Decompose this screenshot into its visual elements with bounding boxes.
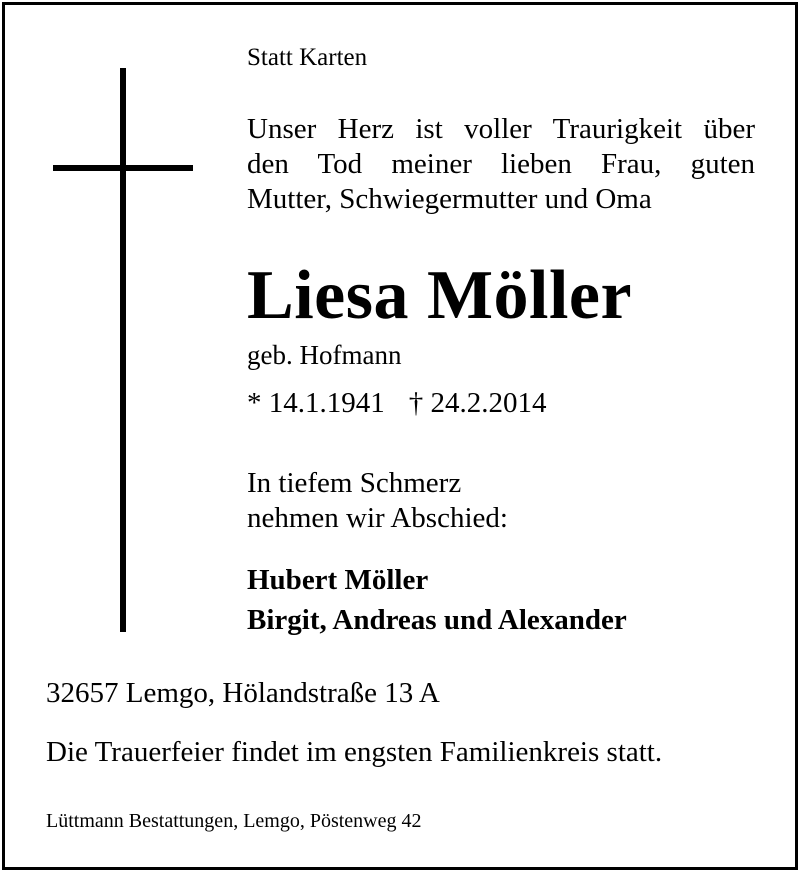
family-line: Birgit, Andreas und Alexander xyxy=(247,604,627,636)
deceased-name: Liesa Möller xyxy=(247,257,633,334)
cross-vertical-bar xyxy=(120,68,126,632)
ceremony-text: Die Trauerfeier findet im engsten Familienkreis statt. xyxy=(46,736,663,768)
funeral-home-text: Lüttmann Bestattungen, Lemgo, Pöstenweg 42 xyxy=(46,810,422,832)
intro-line: den Tod meiner lieben Frau, guten xyxy=(247,148,755,180)
mourning-text xyxy=(247,466,508,536)
intro-line: Mutter, Schwiegermutter und Oma xyxy=(247,183,652,215)
mourning-line: In tiefem Schmerz xyxy=(247,467,462,499)
life-dates xyxy=(247,387,547,420)
address-text: 32657 Lemgo, Hölandstraße 13 A xyxy=(46,677,440,709)
family-names xyxy=(247,560,627,640)
intro-line: Unser Herz ist voller Traurigkeit über xyxy=(247,113,755,145)
header-text: Statt Karten xyxy=(247,44,368,71)
maiden-name: geb. Hofmann xyxy=(247,340,402,370)
intro-text xyxy=(247,112,755,217)
birth-date: * 14.1.1941 xyxy=(247,387,385,419)
mourning-line: nehmen wir Abschied: xyxy=(247,502,508,534)
family-line: Hubert Möller xyxy=(247,564,429,596)
cross-horizontal-bar xyxy=(53,165,193,171)
death-date: † 24.2.2014 xyxy=(408,387,547,419)
